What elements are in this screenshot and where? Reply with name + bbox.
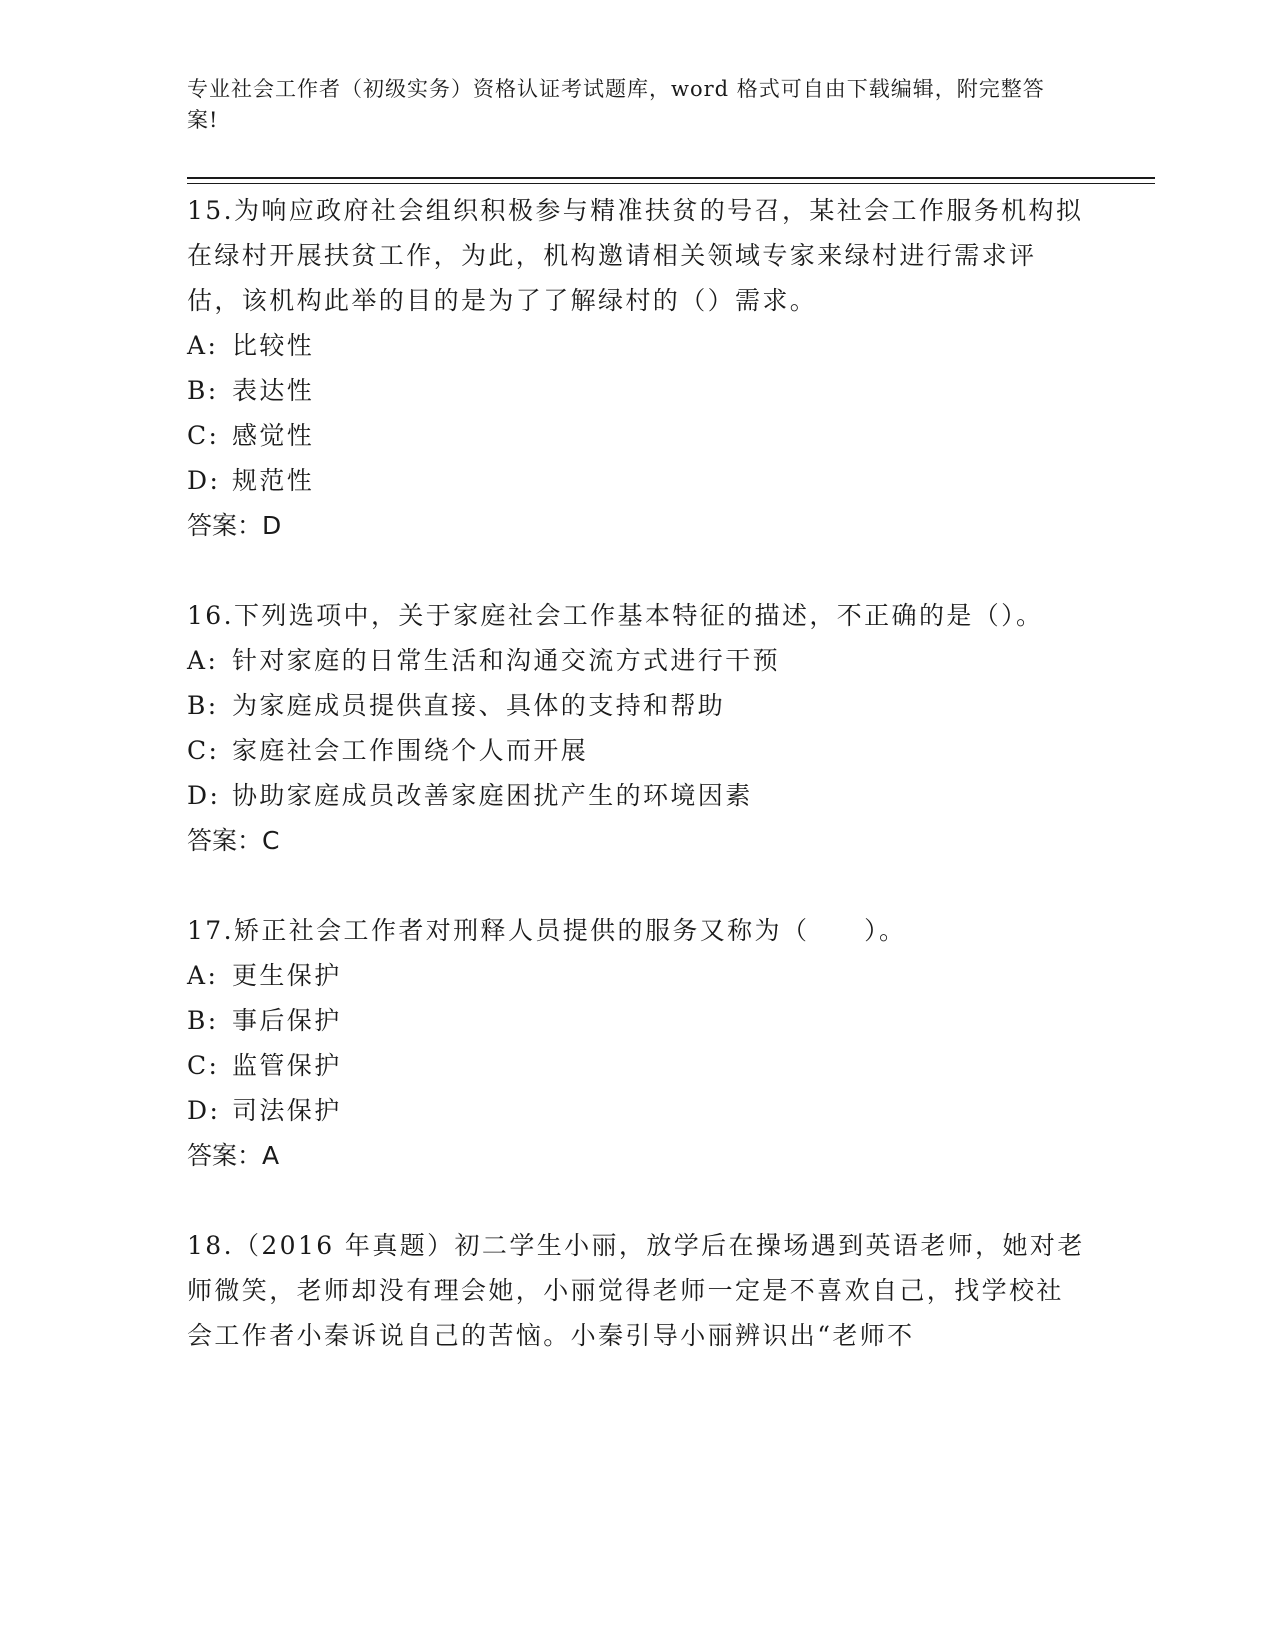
option-letter: B:: [187, 691, 219, 720]
option-b: [187, 683, 1087, 728]
option-d: [187, 458, 1087, 503]
option-text: 监管保护: [232, 1051, 342, 1080]
option-c: [187, 728, 1087, 773]
option-letter: C:: [187, 1051, 220, 1080]
option-c: [187, 413, 1087, 458]
question-16: [187, 593, 1087, 863]
option-text: 家庭社会工作围绕个人而开展: [232, 736, 589, 765]
option-letter: D:: [187, 781, 221, 810]
option-letter: B:: [187, 376, 219, 405]
option-a: [187, 323, 1087, 368]
header-divider-thick: [187, 177, 1155, 179]
option-a: [187, 953, 1087, 998]
option-text: 更生保护: [232, 961, 342, 990]
option-text: 协助家庭成员改善家庭困扰产生的环境因素: [232, 781, 753, 810]
option-text: 司法保护: [232, 1096, 342, 1125]
question-stem: 17.矫正社会工作者对刑释人员提供的服务又称为（ ）。: [187, 916, 907, 945]
question-stem: 16.下列选项中，关于家庭社会工作基本特征的描述，不正确的是（）。: [187, 601, 1044, 630]
option-letter: C:: [187, 421, 220, 450]
option-letter: D:: [187, 466, 221, 495]
option-a: [187, 638, 1087, 683]
option-letter: A:: [187, 961, 219, 990]
option-letter: C:: [187, 736, 220, 765]
option-text: 为家庭成员提供直接、具体的支持和帮助: [232, 691, 726, 720]
option-text: 表达性: [232, 376, 315, 405]
option-text: 规范性: [232, 466, 315, 495]
option-b: [187, 998, 1087, 1043]
option-text: 事后保护: [232, 1006, 342, 1035]
answer-line: 答案：D: [187, 511, 282, 540]
header-divider-thin: [187, 183, 1155, 184]
answer-line: 答案：C: [187, 826, 280, 855]
question-18: [187, 1223, 1087, 1358]
page-header: 专业社会工作者（初级实务）资格认证考试题库，word 格式可自由下载编辑，附完整答案!: [187, 77, 1045, 132]
question-stem: 15.为响应政府社会组织积极参与精准扶贫的号召，某社会工作服务机构拟在绿村开展扶贫工作，为此，机构邀请相关领域专家来绿村进行需求评估，该机构此举的目的是为了了解绿村的（）需求。: [187, 196, 1084, 315]
question-list: [187, 188, 1087, 1403]
answer-line: 答案：A: [187, 1141, 280, 1170]
option-letter: B:: [187, 1006, 219, 1035]
option-letter: A:: [187, 331, 219, 360]
option-d: [187, 1088, 1087, 1133]
option-c: [187, 1043, 1087, 1088]
question-stem: 18.（2016 年真题）初二学生小丽，放学后在操场遇到英语老师，她对老师微笑，老师却没有理会她，小丽觉得老师一定是不喜欢自己，找学校社会工作者小秦诉说自己的苦恼。小秦引导小丽辨识出“老师不: [187, 1231, 1085, 1350]
option-text: 比较性: [232, 331, 315, 360]
option-d: [187, 773, 1087, 818]
option-letter: D:: [187, 1096, 221, 1125]
option-letter: A:: [187, 646, 219, 675]
option-text: 感觉性: [232, 421, 315, 450]
option-text: 针对家庭的日常生活和沟通交流方式进行干预: [232, 646, 781, 675]
question-17: [187, 908, 1087, 1178]
question-15: [187, 188, 1087, 548]
option-b: [187, 368, 1087, 413]
